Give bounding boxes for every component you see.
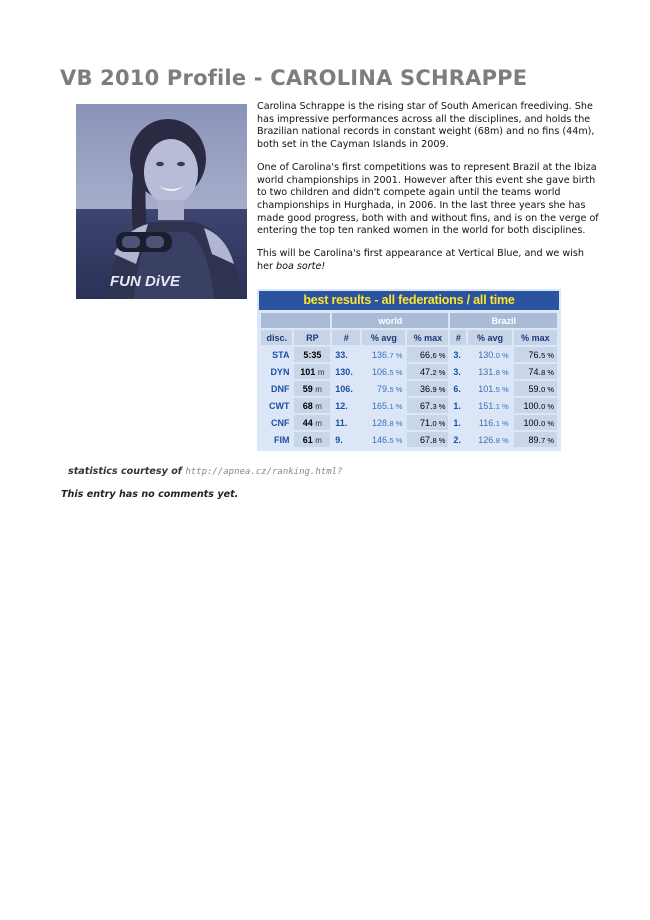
national-avg: 116.1 % [478, 417, 509, 428]
discipline: DNF [270, 383, 290, 394]
profile-photo [76, 104, 247, 299]
group-national: Brazil [450, 313, 557, 328]
world-avg: 146.5 % [371, 434, 403, 445]
table-row [261, 364, 557, 379]
national-max: 100.0 % [514, 415, 557, 430]
national-max: 76.5 % [514, 347, 557, 362]
national-rank: 1. [453, 400, 461, 411]
col-header: RP [294, 330, 330, 345]
personal-record: 5:35 [294, 347, 330, 362]
world-rank: 130. [335, 366, 353, 377]
closing-emphasis: boa sorte! [275, 260, 326, 272]
national-avg: 130.0 % [478, 349, 509, 360]
discipline: STA [272, 349, 290, 360]
national-rank: 2. [453, 434, 461, 445]
table-row [261, 398, 557, 413]
personal-record: 59 m [294, 381, 330, 396]
national-max: 59.0 % [514, 381, 557, 396]
col-header: % avg [468, 330, 511, 345]
bio-text [257, 101, 602, 283]
national-avg: 126.8 % [478, 434, 509, 445]
world-rank: 106. [335, 383, 353, 394]
col-header: % avg [362, 330, 405, 345]
personal-record: 68 m [294, 398, 330, 413]
world-avg: 79.5 % [377, 383, 403, 394]
shirt-text: FUN DiVE [110, 273, 181, 290]
col-header: # [450, 330, 466, 345]
world-avg: 165.1 % [371, 400, 403, 411]
world-rank: 11. [335, 417, 348, 428]
results-grid [259, 311, 559, 449]
world-avg: 136.7 % [371, 349, 403, 360]
stats-credit: statistics courtesy of http://apnea.cz/ranking.html? [68, 466, 343, 477]
closing-paragraph: This will be Carolina's first appearance at Vertical Blue, and we wish her boa sorte! [257, 248, 584, 272]
bio-paragraph: One of Carolina's first competitions was to represent Brazil at the Ibiza world championships in 2001. However after this event she gave birth to two children and didn't compete again until the teams world championships in Hurghada, in 2006. In the last three years she has made good progress, both with and without fins, and is on the verge of entering the top ten ranked women in the world for both disciplines. [257, 161, 599, 237]
results-table [257, 289, 561, 451]
national-rank: 3. [453, 366, 461, 377]
national-max: 100.0 % [514, 398, 557, 413]
col-header: % max [407, 330, 448, 345]
personal-record: 44 m [294, 415, 330, 430]
world-max: 67.3 % [407, 398, 448, 413]
credit-link[interactable]: http://apnea.cz/ranking.html? [185, 467, 343, 477]
world-rank: 33. [335, 349, 348, 360]
world-max: 36.9 % [407, 381, 448, 396]
national-max: 89.7 % [514, 432, 557, 447]
personal-record: 61 m [294, 432, 330, 447]
world-rank: 9. [335, 434, 343, 445]
page-title: VB 2010 Profile - CAROLINA SCHRAPPE [60, 66, 528, 90]
national-rank: 3. [453, 349, 461, 360]
discipline: CWT [268, 400, 290, 411]
national-avg: 131.8 % [478, 366, 509, 377]
results-table-title: best results - all federations / all time [259, 291, 559, 310]
col-header: # [332, 330, 360, 345]
discipline: CNF [270, 417, 290, 428]
group-world: world [332, 313, 448, 328]
comments-status: This entry has no comments yet. [61, 489, 239, 500]
personal-record: 101 m [294, 364, 330, 379]
world-max: 66.6 % [407, 347, 448, 362]
col-header: disc. [261, 330, 292, 345]
bio-paragraph: Carolina Schrappe is the rising star of South American freediving. She has impressive performances across all the disciplines, and holds the Brazilian national records in constant weight (68m) and no fins (44m), both set in the Cayman Islands in 2009. [257, 101, 595, 151]
world-rank: 12. [335, 400, 348, 411]
national-rank: 6. [453, 383, 461, 394]
table-row [261, 432, 557, 447]
world-max: 47.2 % [407, 364, 448, 379]
col-header: % max [514, 330, 557, 345]
national-rank: 1. [453, 417, 461, 428]
world-avg: 128.8 % [371, 417, 403, 428]
discipline: DYN [270, 366, 290, 377]
discipline: FIM [273, 434, 290, 445]
world-avg: 106.5 % [371, 366, 403, 377]
table-row [261, 381, 557, 396]
national-avg: 101.5 % [478, 383, 509, 394]
world-max: 67.8 % [407, 432, 448, 447]
table-row [261, 415, 557, 430]
table-row [261, 347, 557, 362]
national-avg: 151.1 % [478, 400, 509, 411]
national-max: 74.8 % [514, 364, 557, 379]
world-max: 71.0 % [407, 415, 448, 430]
